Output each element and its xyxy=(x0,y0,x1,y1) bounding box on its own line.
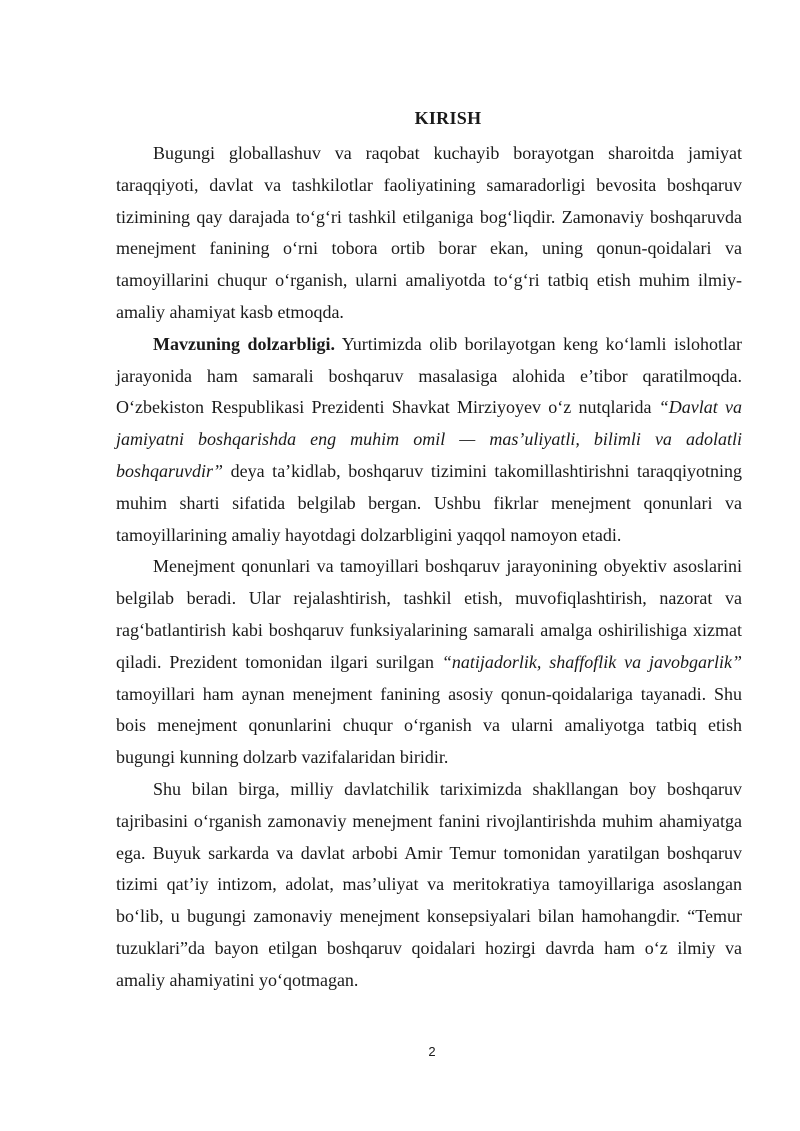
relevance-lead: Mavzuning dolzarbligi. xyxy=(153,333,335,354)
relevance-text-b: deya ta’kidlab, boshqaruv tizimini takomillashtirishni taraqqiyotning muhim sharti sifatida belgilab bergan. Ushbu fikrlar menejment qonunlari va tamoyillarining amaliy hayotdagi dolzarbligini yaqqol namoyon etadi. xyxy=(116,460,742,545)
paragraph-introduction: Bugungi globallashuv va raqobat kuchayib borayotgan sharoitda jamiyat taraqqiyoti, davlat va tashkilotlar faoliyatining samaradorligi bevosita boshqaruv tizimining qay darajada to‘g‘ri tashkil etilganiga bog‘liqdir. Zamonaviy boshqaruvda menejment fanining o‘rni tobora ortib borar ekan, uning qonun-qoidalari va tamoyillarini chuqur o‘rganish, ularni amaliyotda to‘g‘ri tatbiq etish muhim ilmiy-amaliy ahamiyat kasb etmoqda. xyxy=(116,143,742,322)
page-number: 2 xyxy=(428,1044,436,1059)
principles-text-a: Menejment qonunlari va tamoyillari boshqaruv jarayonining obyektiv asoslarini belgilab beradi. Ular rejalashtirish, tashkil etish, muvofiqlashtirish, nazorat va rag‘batlantirish kabi boshqaruv funksiyalarining samarali amalga oshirilishiga xizmat qiladi. Prezident tomonidan ilgari surilgan xyxy=(116,556,742,672)
paragraph-history: Shu bilan birga, milliy davlatchilik tariximizda shakllangan boy boshqaruv tajribasini o‘rganish zamonaviy menejment fanini rivojlantirishda muhim ahamiyatga ega. Buyuk sarkarda va davlat arbobi Amir Temur tomonidan yaratilgan boshqaruv tizimi qat’iy intizom, adolat, mas’uliyat va meritokratiya tamoyillariga asoslangan bo‘lib, u bugungi zamonaviy menejment konsepsiyalari bilan hamohangdir. “Temur tuzuklari”da bayon etilgan boshqaruv qoidalari hozirgi davrda ham o‘z ilmiy va amaliy ahamiyatini yo‘qotmagan. xyxy=(116,778,742,990)
relevance-text-a: Yurtimizda olib borilayotgan keng ko‘lamli islohotlar jarayonida ham samarali boshqaruv masalasiga alohida e’tibor qaratilmoqda. O‘zbekiston Respublikasi Prezidenti Shavkat Mirziyoyev o‘z nutqlarida xyxy=(116,333,743,418)
president-quote: “Davlat va jamiyatni boshqarishda eng muhim omil — mas’uliyatli, bilimli va adolatli boshqaruvdir” xyxy=(116,397,742,481)
paragraph-principles xyxy=(116,551,742,774)
paragraph-relevance xyxy=(116,329,742,552)
section-heading: KIRISH xyxy=(414,108,482,128)
body-text xyxy=(116,138,742,997)
principles-text-b: tamoyillari ham aynan menejment fanining asosiy qonun-qoidalariga tayanadi. Shu bois menejment qonunlarini chuqur o‘rganish va ularni amaliyotga tatbiq etish bugungi kunning dolzarb vazifalaridan biridir. xyxy=(116,683,742,768)
principles-quote: “natijadorlik, shaffoflik va javobgarlik” xyxy=(441,651,743,672)
